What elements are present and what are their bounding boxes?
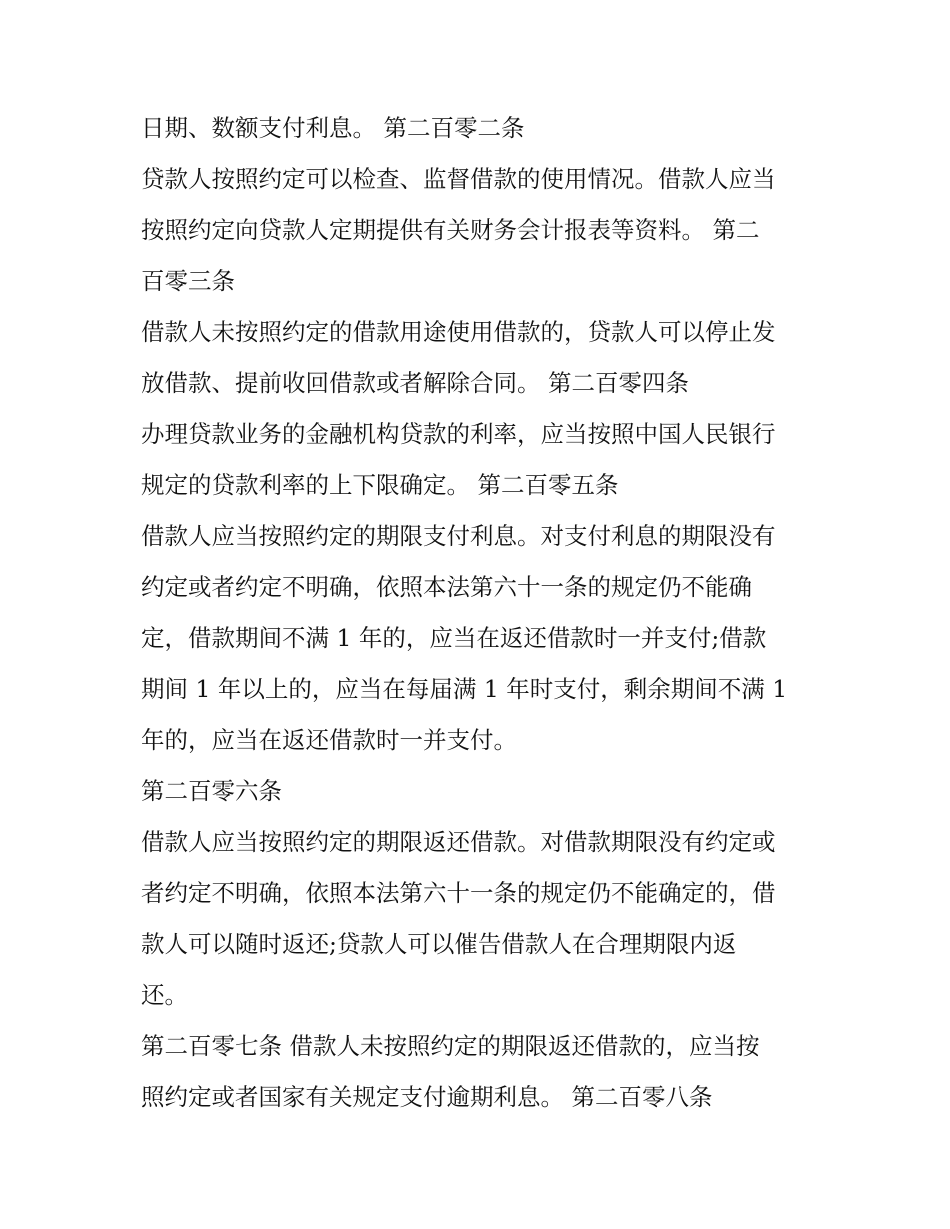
body-text (141, 106, 821, 1126)
text-line: 第二百零六条 (141, 777, 282, 805)
text-line: 贷款人按照约定可以检查、监督借款的使用情况。借款人应当 (141, 165, 776, 193)
text-line: 放借款、提前收回借款或者解除合同。 第二百零四条 (141, 369, 689, 397)
text-line: 借款人未按照约定的借款用途使用借款的，贷款人可以停止发 (141, 318, 776, 346)
text-line: 照约定或者国家有关规定支付逾期利息。 第二百零八条 (141, 1083, 713, 1111)
text-line: 借款人应当按照约定的期限返还借款。对借款期限没有约定或 (141, 828, 776, 856)
text-line: 第二百零七条 借款人未按照约定的期限返还借款的，应当按 (141, 1032, 760, 1060)
text-line: 约定或者约定不明确，依照本法第六十一条的规定仍不能确 (141, 573, 752, 601)
text-line: 期间 1 年以上的，应当在每届满 1 年时支付，剩余期间不满 1 (141, 675, 788, 703)
text-line: 还。 (141, 981, 188, 1009)
text-line: 款人可以随时返还;贷款人可以催告借款人在合理期限内返 (141, 930, 737, 958)
text-line: 百零三条 (141, 267, 235, 295)
text-line: 借款人应当按照约定的期限支付利息。对支付利息的期限没有 (141, 522, 776, 550)
text-line: 规定的贷款利率的上下限确定。 第二百零五条 (141, 471, 619, 499)
text-line: 日期、数额支付利息。 第二百零二条 (141, 114, 525, 142)
text-line: 定，借款期间不满 1 年的，应当在返还借款时一并支付;借款 (141, 624, 767, 652)
text-line: 年的，应当在返还借款时一并支付。 (141, 726, 517, 754)
text-line: 办理贷款业务的金融机构贷款的利率，应当按照中国人民银行 (141, 420, 776, 448)
text-line: 者约定不明确，依照本法第六十一条的规定仍不能确定的，借 (141, 879, 776, 907)
text-line: 按照约定向贷款人定期提供有关财务会计报表等资料。 第二 (141, 216, 760, 244)
